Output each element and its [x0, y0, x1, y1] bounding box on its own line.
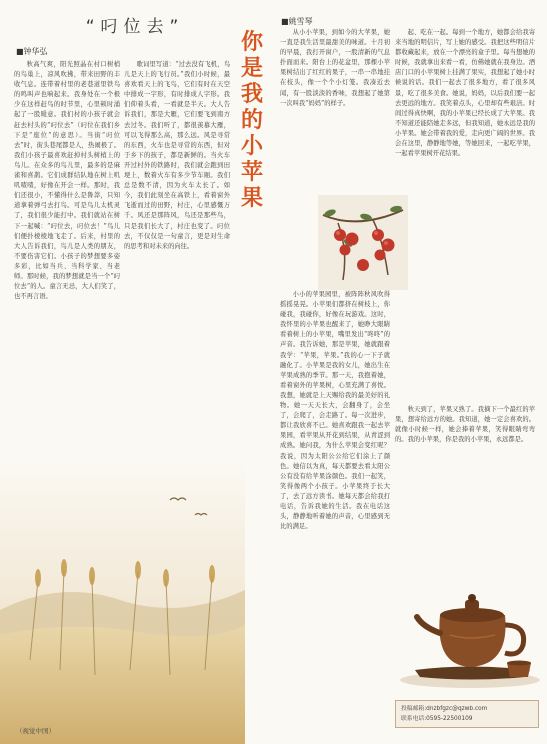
left-article-column-1 [14, 60, 120, 512]
contact-phone: 联系电话:0595-22500109 [401, 716, 473, 722]
title-char: 你 [240, 30, 263, 55]
middle-article-column-4 [395, 405, 535, 540]
left-article-author: ■钟华弘 [16, 47, 48, 56]
title-char: 的 [240, 108, 263, 133]
contact-box [395, 700, 539, 728]
middle-article-col2-text: 小小的苹果园里，被阵阵秋风吹得摇摇晃晃。小苹果们都挤在树枝上，你碰我，我碰你，好像在玩游戏。这时，我怀里的小苹果也醒来了，她睁大眼睛看着树上的小苹果，嘴里发出“咚咚”的声音。我告诉她，那是苹果，她就跟着我学：“苹果，苹果。”我的心一下子就融化了。小苹果是我的女儿，她出生在苹果成熟的季节。那一天，我抱着她，看着窗外的苹果树，心里充满了喜悦。我想，她就是上天赐给我的最美好的礼物。她一天天长大，会翻身了，会坐了，会爬了，会走路了。每一次进步，都让我欣喜不已。她喜欢跟我一起去苹果园，看苹果从开花到结果，从青涩到成熟。她问我，为什么苹果会变红呢？我说，因为太阳公公给它们涂上了颜色。她信以为真，每天都要去看太阳公公有没有给苹果涂颜色。我们一起笑，笑得像两个小孩子。小苹果终于长大了，去了远方读书。她每天都会给我打电话，告诉我她的生活。我在电话这头，静静地听着她的声音，心里感到无比的满足。 [280, 291, 390, 531]
middle-article-col4-text: 秋天到了，苹果又熟了。我摘下一个最红的苹果，想寄给远方的她。我知道，她一定会喜欢的。就像小时候一样，她会捧着苹果，笑得眼睛弯弯的。我的小苹果，你是我的小苹果，永远都是。 [395, 406, 535, 444]
title-char: 小 [240, 134, 263, 159]
title-char: 是 [240, 56, 263, 81]
middle-article-column-3 [395, 28, 535, 403]
middle-article-title [237, 30, 267, 212]
photo-credit: （视觉中国） [16, 727, 55, 735]
left-article-col2-text: 歌词里写道：“过去没有飞机，鸟儿是天上的飞行员。”我们小时候，最喜欢看天上的飞鸟，它们有时在天空中排成一字形，有时排成人字形。我们仰着头看，一看就是半天。大人告诉我们，那是大雁，它们要飞到南方去过冬。我们听了，都很羡慕大雁，可以飞得那么高，那么远。风是寻常的东西，火车也是寻常的东西，但对于乡下的孩子，都是新鲜的。当火车开过村外的铁路时，我们就会跑到田埂上，数着火车有多少节车厢。我们总是数不清，因为火车太长了。如今，我们此刻坐在高铁上，看着窗外飞逝而过的田野，村庄，心里感慨万千。风还是那阵风，鸟还是那些鸟，只是我们长大了，村庄也变了。叼位去，不仅仅是一句童言，更是对生命的思考和对未来的向往。 [124, 61, 230, 250]
middle-article-col3-text: 起、吃在一起。每到一个地方，她都会给我寄来当地的明信片，写上她的感受。我把这些明信片都收藏起来，放在一个漂亮的盒子里。每当想她的时候，我就拿出来看一看，仿佛她就在我身边。酒店门口的小苹果树上挂满了果实，我想起了她小时候说的话。我们一起去了很多地方，看了很多风景，吃了很多美食。她说，妈妈，以后我们要一起去更远的地方。我笑着点头，心里却有些艰涪。时间过得真快啊，我的小苹果已经长成了大苹果。我不知道还能陪她走多远，但我知道，她永远是我的小苹果。她会带着我的爱，走向更广阔的世界。我会在这里，静静地等她，等她回来，一起吃苹果，一起看苹果树开花结果。 [395, 29, 535, 158]
middle-article-author: ■姚雪琴 [281, 17, 313, 26]
title-char: 苹 [240, 160, 263, 185]
middle-article-column-1 [280, 28, 390, 196]
middle-article-column-2 [280, 290, 390, 730]
field-illustration [0, 460, 245, 744]
title-char: 我 [240, 82, 263, 107]
middle-article-col1-text: 从小小苹果，到如今的大苹果，她一直是我生活里最甜美的味道。十月初的早晨，我打开窗户，一股清新的气息扑面而来。阳台上的花盆里，那棵小苹果树结出了红红的果子，一串一串地挂在枝头，像一个个小灯笼。我凑近去闻，有一股淡淡的香味，我想起了她第一次叫我“妈妈”的样子。 [280, 29, 390, 107]
contact-email: 投稿邮箱:dnzbfgzc@qzwb.com [401, 706, 488, 712]
left-article-col1-text: 秋高气爽，阳光照晶在村口树梢的鸟巢上，凉风吹拂，带来田野的丰收气息。连带着村里的老巷道里铁鸟的鸣叫声也响起来。我身处在一个极少在这样赶鸟的时节里，心里顿时涌起了一股暖意。我们村的小孩子就会赶去村头的“叼位去”（叼位在我们乡下是“座位”的意思）。当街“叼位去”时，街头巷尾都是人，热闹极了。我们小孩子最喜欢赶掉村头树梢上的鸟儿。在众多的鸟儿里，最多的是麻雀和喜鹊。它们成群结队地在树上叽叽喳喳，好像在开会一样。那时，我们还很小，不懂得什么是鲁莽，只知道拿着弹弓去打鸟。可是鸟儿太机灵了，我们很少能打中。我们就站在树下一起喊：“叼位去，叼位去！”鸟儿们便扑棱棱地飞走了。后来，村里的大人告诉我们，鸟儿是人类的朋友，不要伤害它们。小孩子的梦想要多姿多彩，比如当兵、当科学家、当老师。那时候，我的梦想就是当一个“叼位去”的人。童言无忌，大人们笑了，也不再言语。 [14, 61, 120, 301]
left-article-title: “叼位去” [85, 17, 185, 37]
left-article-column-2 [124, 60, 230, 512]
teapot-illustration [395, 545, 545, 695]
title-char: 果 [240, 186, 263, 211]
